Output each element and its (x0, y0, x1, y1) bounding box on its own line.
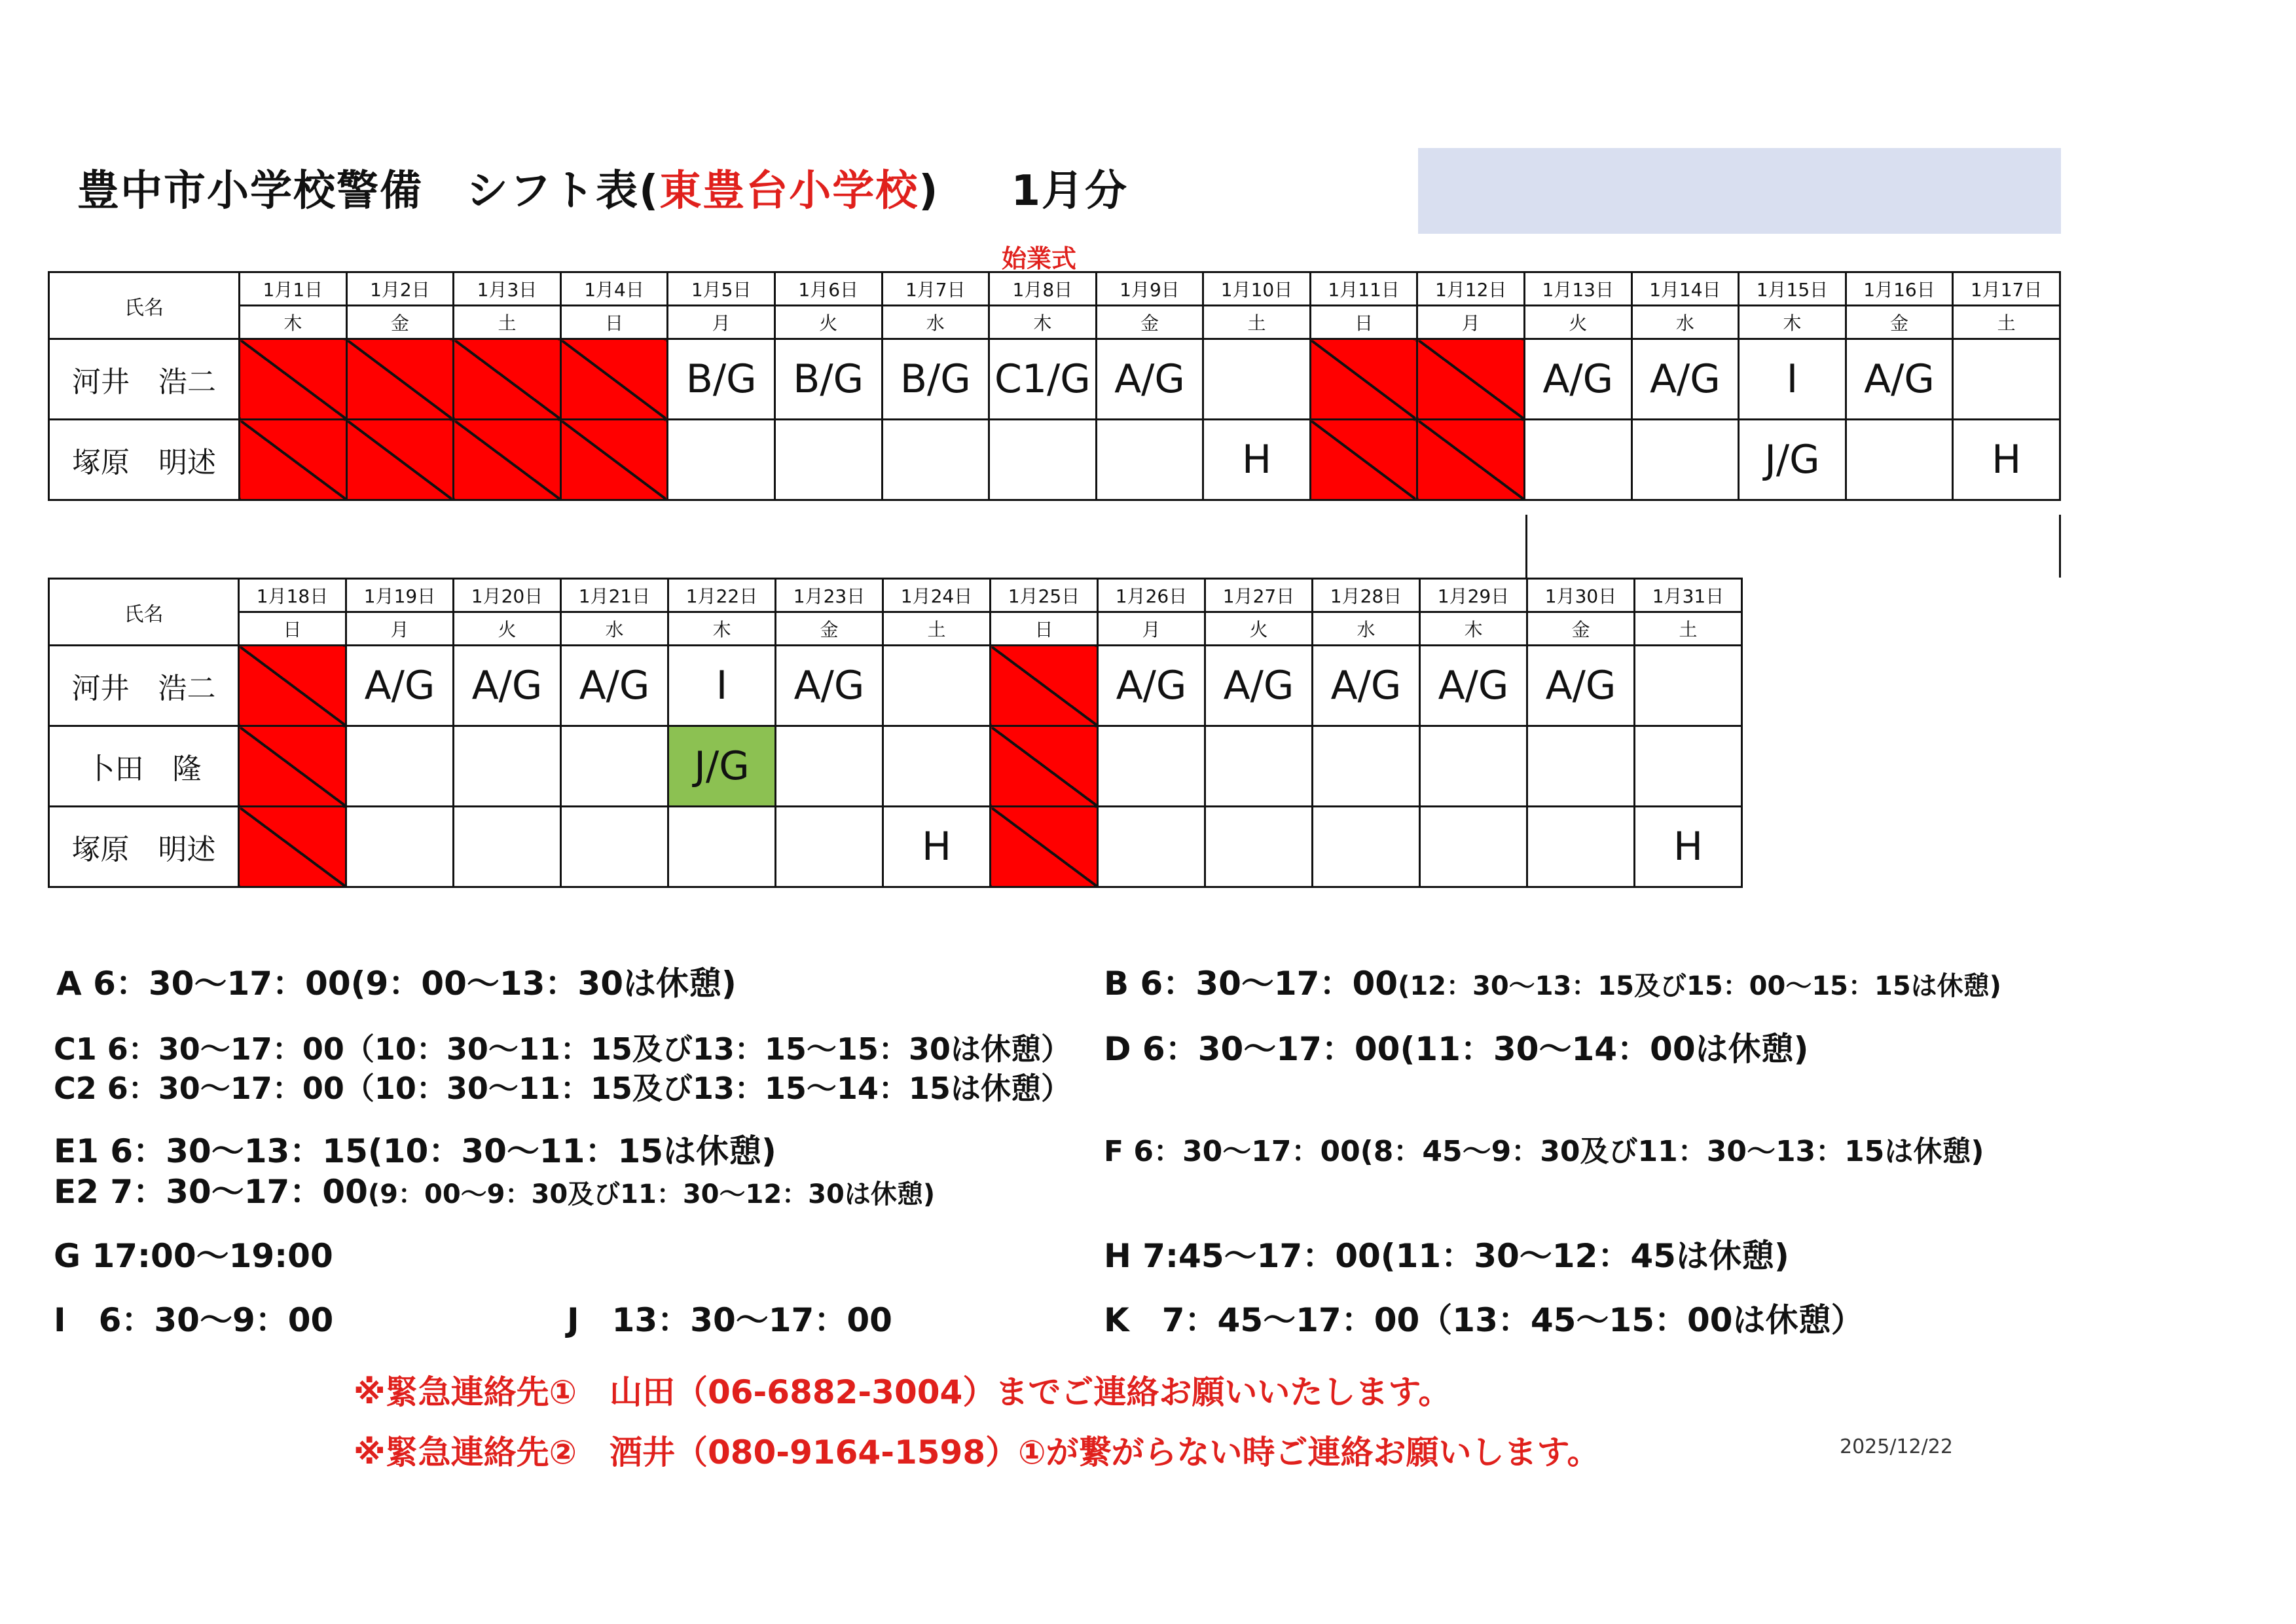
shift-cell (776, 807, 883, 887)
weekday-header: 木 (989, 306, 1097, 339)
school-name: 東豊台小学校 (659, 167, 919, 215)
shift-cell (1098, 807, 1205, 887)
shift-cell (1205, 726, 1313, 807)
shift-cell: A/G (1527, 646, 1635, 726)
date-header: 1月31日 (1635, 579, 1742, 612)
date-header: 1月11日 (1310, 272, 1417, 306)
off-day-cell (991, 646, 1098, 726)
shift-cell: B/G (774, 339, 882, 420)
shift-cell (1098, 726, 1205, 807)
shift-cell (1203, 339, 1311, 420)
date-header: 1月6日 (774, 272, 882, 306)
date-header: 1月13日 (1524, 272, 1631, 306)
date-header: 1月19日 (346, 579, 454, 612)
shift-cell (1420, 807, 1527, 887)
weekday-header: 木 (240, 306, 347, 339)
shift-cell (346, 807, 454, 887)
shift-cell (1635, 646, 1742, 726)
title-suffix: ) (919, 167, 939, 215)
shift-cell (776, 726, 883, 807)
page-title (77, 157, 1128, 217)
date-header: 1月15日 (1739, 272, 1846, 306)
shift-cell: B/G (882, 339, 989, 420)
table-row (49, 420, 2060, 500)
legend-i: I 6：30～9：00 (54, 1301, 334, 1339)
legend-j: J 13：30～17：00 (567, 1301, 892, 1339)
date-header: 1月26日 (1098, 579, 1205, 612)
weekday-header: 金 (346, 306, 454, 339)
shift-cell: A/G (776, 646, 883, 726)
off-day-cell (240, 339, 347, 420)
off-day-cell (1417, 339, 1525, 420)
name-header: 氏名 (49, 579, 239, 646)
off-day-cell (1417, 420, 1525, 500)
legend-d: D 6：30～17：00(11：30～14：00は休憩) (1104, 1030, 1809, 1068)
shift-cell (1420, 726, 1527, 807)
weekday-header: 火 (774, 306, 882, 339)
shift-cell: A/G (1846, 339, 1953, 420)
shift-cell (1313, 726, 1420, 807)
date-header: 1月9日 (1096, 272, 1203, 306)
shift-cell (1846, 420, 1953, 500)
shift-cell: I (668, 646, 776, 726)
weekday-header: 土 (1953, 306, 2060, 339)
date-header: 1月30日 (1527, 579, 1635, 612)
staff-name: 塚原 明述 (49, 807, 239, 887)
shift-cell: H (1953, 420, 2060, 500)
date-header: 1月23日 (776, 579, 883, 612)
off-day-cell (454, 339, 561, 420)
date-header: 1月7日 (882, 272, 989, 306)
weekday-header: 土 (454, 306, 561, 339)
shift-cell: I (1739, 339, 1846, 420)
shift-cell (883, 726, 991, 807)
shift-cell (1953, 339, 2060, 420)
off-day-cell (560, 339, 668, 420)
shift-cell (882, 420, 989, 500)
date-header: 1月4日 (560, 272, 668, 306)
shift-cell (1524, 420, 1631, 500)
date-header: 1月24日 (883, 579, 991, 612)
shift-cell (774, 420, 882, 500)
title-prefix: 豊中市小学校警備 シフト表( (77, 167, 660, 215)
off-day-cell (1310, 339, 1417, 420)
off-day-cell (239, 646, 346, 726)
table-row (49, 646, 1742, 726)
legend-e1: E1 6：30～13：15(10：30～11：15は休憩) (54, 1132, 776, 1170)
shift-table-first-half (48, 271, 2061, 501)
shift-cell: A/G (1420, 646, 1527, 726)
date-header: 1月20日 (454, 579, 561, 612)
shift-cell (1631, 420, 1739, 500)
weekday-header: 火 (1524, 306, 1631, 339)
shift-cell: A/G (1096, 339, 1203, 420)
shift-cell: A/G (1524, 339, 1631, 420)
header-box (1418, 148, 2061, 234)
shift-cell (1527, 807, 1635, 887)
weekday-header: 土 (1203, 306, 1311, 339)
weekday-header: 日 (560, 306, 668, 339)
shift-cell (1205, 807, 1313, 887)
date-header: 1月21日 (561, 579, 668, 612)
weekday-header: 金 (1527, 612, 1635, 646)
date-header: 1月25日 (991, 579, 1098, 612)
legend-h: H 7:45～17：00(11：30～12：45は休憩) (1104, 1237, 1789, 1275)
off-day-cell (560, 420, 668, 500)
date-header: 1月2日 (346, 272, 454, 306)
date-header: 1月10日 (1203, 272, 1311, 306)
emergency-contact-1: ※緊急連絡先① 山田（06-6882-3004）までご連絡お願いいたします。 (354, 1373, 1451, 1411)
weekday-header: 水 (1631, 306, 1739, 339)
staff-name: 卜田 隆 (49, 726, 239, 807)
off-day-cell (346, 420, 454, 500)
legend-b: B 6：30～17：00(12：30～13：15及び15：00～15：15は休憩) (1104, 965, 2001, 1003)
date-header: 1月27日 (1205, 579, 1313, 612)
shift-cell (561, 726, 668, 807)
table-row (49, 726, 1742, 807)
weekday-header: 水 (561, 612, 668, 646)
weekday-header: 金 (1846, 306, 1953, 339)
date-header: 1月14日 (1631, 272, 1739, 306)
shift-cell (454, 726, 561, 807)
weekday-header: 土 (1635, 612, 1742, 646)
shift-cell (883, 646, 991, 726)
shift-table-second-half (48, 578, 1743, 888)
staff-name: 河井 浩二 (49, 339, 240, 420)
weekday-header: 月 (668, 306, 775, 339)
date-header: 1月5日 (668, 272, 775, 306)
shift-cell: H (1635, 807, 1742, 887)
weekday-header: 水 (1313, 612, 1420, 646)
weekday-header: 月 (346, 612, 454, 646)
date-header: 1月12日 (1417, 272, 1525, 306)
emergency-contact-2: ※緊急連絡先② 酒井（080-9164-1598）①が繋がらない時ご連絡お願いします。 (354, 1433, 1600, 1471)
shift-cell-highlight: J/G (668, 726, 776, 807)
shift-cell: H (883, 807, 991, 887)
shift-cell (668, 807, 776, 887)
date-header: 1月17日 (1953, 272, 2060, 306)
shift-cell: A/G (454, 646, 561, 726)
shift-cell (1096, 420, 1203, 500)
date-header: 1月18日 (239, 579, 346, 612)
shift-cell: B/G (668, 339, 775, 420)
weekday-header: 木 (1420, 612, 1527, 646)
staff-name: 河井 浩二 (49, 646, 239, 726)
shift-cell: A/G (1205, 646, 1313, 726)
weekday-header: 木 (668, 612, 776, 646)
off-day-cell (1310, 420, 1417, 500)
off-day-cell (239, 807, 346, 887)
divider-line (1525, 515, 1527, 578)
weekday-header: 月 (1417, 306, 1525, 339)
shift-cell (561, 807, 668, 887)
date-header: 1月29日 (1420, 579, 1527, 612)
weekday-header: 金 (1096, 306, 1203, 339)
shift-cell: A/G (1631, 339, 1739, 420)
weekday-header: 水 (882, 306, 989, 339)
shift-cell: C1/G (989, 339, 1097, 420)
weekday-header: 土 (883, 612, 991, 646)
legend-g: G 17:00～19:00 (54, 1237, 333, 1275)
weekday-header: 火 (1205, 612, 1313, 646)
month-label: 1月分 (1011, 167, 1129, 215)
date-header: 1月8日 (989, 272, 1097, 306)
shift-cell: J/G (1739, 420, 1846, 500)
shift-cell: A/G (1098, 646, 1205, 726)
shift-cell (454, 807, 561, 887)
off-day-cell (240, 420, 347, 500)
legend-c1: C1 6：30～17：00（10：30～11：15及び13：15～15：30は休憩） (54, 1031, 1071, 1067)
weekday-header: 日 (1310, 306, 1417, 339)
shift-cell: A/G (561, 646, 668, 726)
divider-line (2059, 515, 2061, 578)
weekday-header: 日 (239, 612, 346, 646)
shift-cell: H (1203, 420, 1311, 500)
off-day-cell (991, 726, 1098, 807)
off-day-cell (991, 807, 1098, 887)
legend-k: K 7：45～17：00（13：45～15：00は休憩） (1104, 1301, 1864, 1339)
shift-cell (989, 420, 1097, 500)
shift-cell (1527, 726, 1635, 807)
weekday-header: 火 (454, 612, 561, 646)
legend-e2: E2 7：30～17：00(9：00～9：30及び11：30～12：30は休憩) (54, 1173, 936, 1211)
staff-name: 塚原 明述 (49, 420, 240, 500)
legend-c2: C2 6：30～17：00（10：30～11：15及び13：15～14：15は休憩） (54, 1071, 1071, 1106)
shift-cell (346, 726, 454, 807)
table-row (49, 339, 2060, 420)
shift-cell: A/G (346, 646, 454, 726)
legend-f: F 6：30～17：00(8：45～9：30及び11：30～13：15は休憩) (1104, 1135, 1984, 1168)
shift-cell (1313, 807, 1420, 887)
date-header: 1月22日 (668, 579, 776, 612)
document-date: 2025/12/22 (1840, 1435, 1953, 1458)
event-note: 始業式 (1002, 244, 1077, 273)
weekday-header: 木 (1739, 306, 1846, 339)
off-day-cell (346, 339, 454, 420)
date-header: 1月28日 (1313, 579, 1420, 612)
weekday-header: 月 (1098, 612, 1205, 646)
shift-cell (668, 420, 775, 500)
legend-a: A 6：30～17：00(9：00～13：30は休憩) (56, 965, 737, 1003)
off-day-cell (239, 726, 346, 807)
date-header: 1月3日 (454, 272, 561, 306)
table-row (49, 807, 1742, 887)
off-day-cell (454, 420, 561, 500)
date-header: 1月16日 (1846, 272, 1953, 306)
name-header: 氏名 (49, 272, 240, 339)
date-header: 1月1日 (240, 272, 347, 306)
weekday-header: 日 (991, 612, 1098, 646)
shift-cell (1635, 726, 1742, 807)
weekday-header: 金 (776, 612, 883, 646)
shift-cell: A/G (1313, 646, 1420, 726)
